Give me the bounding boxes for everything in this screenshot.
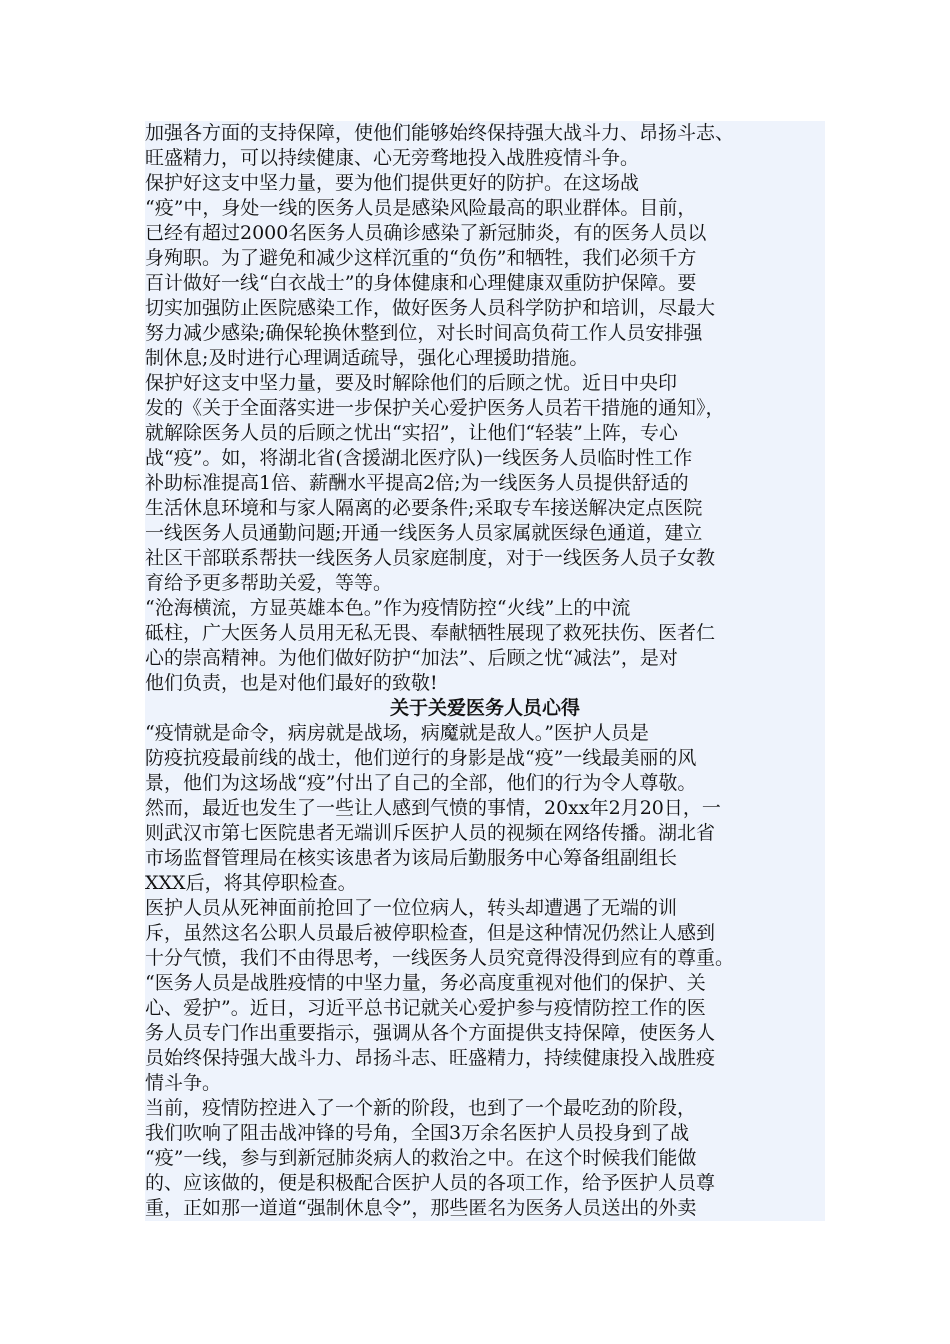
text-line: 已经有超过2000名医务人员确诊感染了新冠肺炎，有的医务人员以 [145,221,825,246]
text-line: 员始终保持强大战斗力、昂扬斗志、旺盛精力，持续健康投入战胜疫 [145,1046,825,1071]
text-line: 则武汉市第七医院患者无端训斥医护人员的视频在网络传播。湖北省 [145,821,825,846]
text-line: 旺盛精力，可以持续健康、心无旁骛地投入战胜疫情斗争。 [145,146,825,171]
text-line: 努力减少感染;确保轮换休整到位，对长时间高负荷工作人员安排强 [145,321,825,346]
text-line: 社区干部联系帮扶一线医务人员家庭制度，对于一线医务人员子女教 [145,546,825,571]
text-line: “疫”中，身处一线的医务人员是感染风险最高的职业群体。目前， [145,196,825,221]
text-line: 防疫抗疫最前线的战士，他们逆行的身影是战“疫”一线最美丽的风 [145,746,825,771]
text-line: 身殉职。为了避免和减少这样沉重的“负伤”和牺牲，我们必须千方 [145,246,825,271]
text-line: 切实加强防止医院感染工作，做好医务人员科学防护和培训，尽最大 [145,296,825,321]
text-line: 生活休息环境和与家人隔离的必要条件;采取专车接送解决定点医院 [145,496,825,521]
text-line: 务人员专门作出重要指示，强调从各个方面提供支持保障，使医务人 [145,1021,825,1046]
text-line: XXX后，将其停职检查。 [145,871,825,896]
text-line: 然而，最近也发生了一些让人感到气愤的事情，20xx年2月20日，一 [145,796,825,821]
text-line: 我们吹响了阻击战冲锋的号角，全国3万余名医护人员投身到了战 [145,1121,825,1146]
text-line: 他们负责，也是对他们最好的致敬! [145,671,825,696]
text-line: 斥，虽然这名公职人员最后被停职检查，但是这种情况仍然让人感到 [145,921,825,946]
text-line: “疫”一线，参与到新冠肺炎病人的救治之中。在这个时候我们能做 [145,1146,825,1171]
text-line: 的、应该做的，便是积极配合医护人员的各项工作，给予医护人员尊 [145,1171,825,1196]
text-line: 景，他们为这场战“疫”付出了自己的全部，他们的行为令人尊敬。 [145,771,825,796]
text-line: 医护人员从死神面前抢回了一位位病人，转头却遭遇了无端的训 [145,896,825,921]
text-line: 砥柱，广大医务人员用无私无畏、奉献牺牲展现了救死扶伤、医者仁 [145,621,825,646]
text-line: 重，正如那一道道“强制休息令”，那些匿名为医务人员送出的外卖 [145,1196,825,1221]
text-line: 十分气愤，我们不由得思考，一线医务人员究竟得没得到应有的尊重。 [145,946,825,971]
text-line: 情斗争。 [145,1071,825,1096]
text-line: “医务人员是战胜疫情的中坚力量，务必高度重视对他们的保护、关 [145,971,825,996]
text-line: 一线医务人员通勤问题;开通一线医务人员家属就医绿色通道，建立 [145,521,825,546]
text-line: 补助标准提高1倍、薪酬水平提高2倍;为一线医务人员提供舒适的 [145,471,825,496]
text-line: 保护好这支中坚力量，要及时解除他们的后顾之忧。近日中央印 [145,371,825,396]
text-line: 百计做好一线“白衣战士”的身体健康和心理健康双重防护保障。要 [145,271,825,296]
text-line: 心、爱护”。近日，习近平总书记就关心爱护参与疫情防控工作的医 [145,996,825,1021]
text-line: “疫情就是命令，病房就是战场，病魔就是敌人。”医护人员是 [145,721,825,746]
text-line: 就解除医务人员的后顾之忧出“实招”，让他们“轻装”上阵，专心 [145,421,825,446]
section-title: 关于关爱医务人员心得 [145,696,825,721]
document-body [145,121,825,1221]
text-line: 战“疫”。如，将湖北省(含援湖北医疗队)一线医务人员临时性工作 [145,446,825,471]
text-line: 保护好这支中坚力量，要为他们提供更好的防护。在这场战 [145,171,825,196]
text-line: 制休息;及时进行心理调适疏导，强化心理援助措施。 [145,346,825,371]
text-line: “沧海横流，方显英雄本色。”作为疫情防控“火线”上的中流 [145,596,825,621]
text-line: 市场监督管理局在核实该患者为该局后勤服务中心筹备组副组长 [145,846,825,871]
text-line: 加强各方面的支持保障，使他们能够始终保持强大战斗力、昂扬斗志、 [145,121,825,146]
text-line: 发的《关于全面落实进一步保护关心爱护医务人员若干措施的通知》， [145,396,825,421]
text-line: 心的崇高精神。为他们做好防护“加法”、后顾之忧“减法”，是对 [145,646,825,671]
text-line: 育给予更多帮助关爱，等等。 [145,571,825,596]
text-line: 当前，疫情防控进入了一个新的阶段，也到了一个最吃劲的阶段， [145,1096,825,1121]
